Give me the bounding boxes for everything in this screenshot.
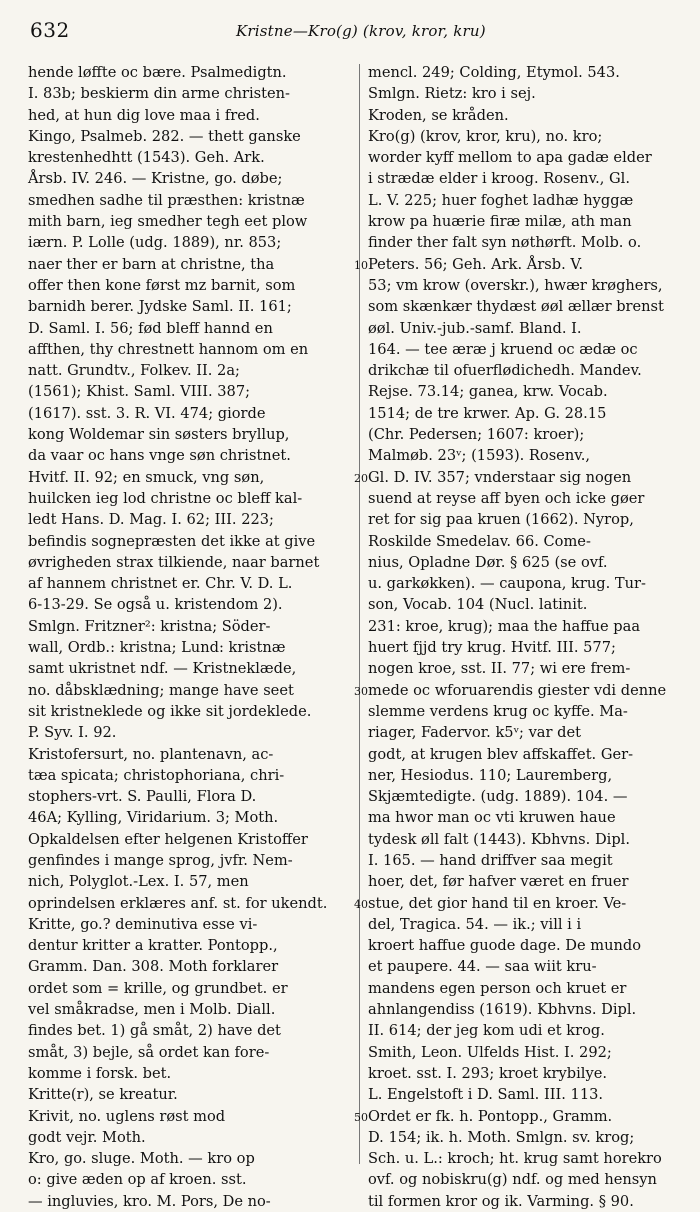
text-line: Roskilde Smedelav. 66. Come- [368, 532, 591, 550]
text-line: ner, Hesiodus. 110; Lauremberg, [368, 766, 613, 784]
text-line: 46A; Kylling, Viridarium. 3; Moth. [28, 809, 279, 827]
text-line: II. 614; der jeg kom udi et krog. [368, 1022, 605, 1040]
text-line: Kristofersurt, no. plantenavn, ac- [28, 745, 274, 763]
text-line: øvrigheden strax tilkiende, naar barnet [28, 553, 320, 571]
text-line: hed, at hun dig love maa i fred. [28, 106, 260, 124]
text-line: som skænkær thydæst øøl ællær brenst [368, 298, 664, 316]
text-line: — ingluvies, kro. M. Pors, De no- [28, 1192, 271, 1210]
text-line: slemme verdens krug oc kyffe. Ma- [368, 702, 628, 720]
text-line: Gramm. Dan. 308. Moth forklarer [28, 958, 279, 976]
text-line: D. 154; ik. h. Moth. Smlgn. sv. krog; [368, 1128, 635, 1146]
text-line: Krivit, no. uglens røst mod [28, 1107, 226, 1125]
text-line: Smlgn. Fritzner²: kristna; Söder- [28, 617, 271, 635]
running-head: Kristne—Kro(g) (krov, kror, kru) [236, 22, 486, 40]
text-line: 1514; de tre krwer. Ap. G. 28.15 [368, 404, 607, 422]
text-line: kong Woldemar sin søsters bryllup, [28, 426, 290, 444]
text-line: Sch. u. L.: kroch; ht. krug samt horekro [368, 1150, 662, 1168]
text-line: til formen kror og ik. Varming. § 90. [368, 1192, 634, 1210]
text-line: oprindelsen erklæres anf. st. for ukendt. [28, 894, 328, 912]
text-line: befindis sognepræsten det ikke at give [28, 532, 316, 550]
text-line: iærn. P. Lolle (udg. 1889), nr. 853; [28, 234, 282, 252]
text-line: mith barn, ieg smedher tegh eet plow [28, 213, 308, 231]
text-line: findes bet. 1) gå småt, 2) have det [28, 1022, 281, 1040]
text-line: godt vejr. Moth. [28, 1128, 146, 1146]
text-line: affthen, thy chrestnett hannom om en [28, 340, 309, 358]
column-divider [359, 64, 360, 1164]
text-line: mencl. 249; Colding, Etymol. 543. [368, 64, 620, 81]
text-line: Ordet er fk. h. Pontopp., Gramm. [368, 1107, 613, 1125]
text-line: mandens egen person och kruet er [368, 979, 627, 997]
text-line: komme i forsk. bet. [28, 1064, 172, 1082]
text-line: samt ukristnet ndf. — Kristneklæde, [28, 660, 297, 678]
text-line: Kroden, se kråden. [368, 106, 509, 124]
text-line: son, Vocab. 104 (Nucl. latinit. [368, 596, 588, 614]
text-line: vel småkradse, men i Molb. Diall. [28, 1001, 276, 1019]
text-line: stue, det gior hand til en kroer. Ve- [368, 894, 627, 912]
text-line: I. 83b; beskierm din arme christen- [28, 85, 290, 103]
text-line: L. Engelstoft i D. Saml. III. 113. [368, 1086, 604, 1104]
text-line: krestenhedhtt (1543). Geh. Ark. [28, 149, 265, 167]
page-number: 632 [30, 18, 70, 42]
text-line: Smlgn. Rietz: kro i sej. [368, 85, 536, 103]
text-line: huert fjjd try krug. Hvitf. III. 577; [368, 639, 616, 657]
text-line: del, Tragica. 54. — ik.; vill i i [368, 915, 582, 933]
text-line: godt, at krugen blev affskaffet. Ger- [368, 745, 634, 763]
text-line: o: give æden op af kroen. sst. [28, 1171, 247, 1189]
text-line: smedhen sadhe til præsthen: kristnæ [28, 191, 305, 209]
text-line: Kro, go. sluge. Moth. — kro op [28, 1150, 255, 1168]
line-number: 20 [354, 471, 368, 485]
text-line: øøl. Univ.-jub.-samf. Bland. I. [368, 319, 582, 337]
text-line: nius, Opladne Dør. § 625 (se ovf. [368, 553, 608, 571]
text-line: P. Syv. I. 92. [28, 724, 117, 742]
text-line: (1561); Khist. Saml. VIII. 387; [28, 383, 251, 401]
text-line: 231: kroe, krug); maa the haffue paa [368, 617, 641, 635]
text-line: Peters. 56; Geh. Ark. Årsb. V. [368, 255, 584, 273]
text-line: u. garkøkken). — caupona, krug. Tur- [368, 575, 646, 593]
text-line: tydesk øll falt (1443). Kbhvns. Dipl. [368, 830, 630, 848]
line-number: 50 [354, 1110, 368, 1124]
left-column [28, 62, 353, 1210]
text-line: genfindes i mange sprog, jvfr. Nem- [28, 851, 293, 869]
text-line: af hannem christnet er. Chr. V. D. L. [28, 575, 293, 593]
text-line: 164. — tee æræ j kruend oc ædæ oc [368, 340, 638, 358]
text-line: sit kristneklede og ikke sit jordeklede. [28, 702, 312, 720]
text-line: huilcken ieg lod christne oc bleff kal- [28, 489, 303, 507]
text-line: Hvitf. II. 92; en smuck, vng søn, [28, 468, 265, 486]
text-line: da vaar oc hans vnge søn christnet. [28, 447, 291, 465]
text-line: Smith, Leon. Ulfelds Hist. I. 292; [368, 1043, 612, 1061]
text-line: dentur kritter a kratter. Pontopp., [28, 937, 278, 955]
text-line: ovf. og nobiskru(g) ndf. og med hensyn [368, 1171, 657, 1189]
text-line: nich, Polyglot.-Lex. I. 57, men [28, 873, 249, 891]
text-line: stophers-vrt. S. Paulli, Flora D. [28, 788, 257, 806]
text-line: krow pa huærie firæ milæ, ath man [368, 213, 632, 231]
text-line: natt. Grundtv., Folkev. II. 2a; [28, 362, 240, 380]
text-line: barnidh berer. Jydske Saml. II. 161; [28, 298, 292, 316]
text-line: Opkaldelsen efter helgenen Kristoffer [28, 830, 308, 848]
text-line: ma hwor man oc vti kruwen haue [368, 809, 616, 827]
text-line: naer ther er barn at christne, tha [28, 255, 275, 273]
text-line: offer then kone først mz barnit, som [28, 276, 296, 294]
text-line: ledt Hans. D. Mag. I. 62; III. 223; [28, 511, 274, 529]
text-line: tæa spicata; christophoriana, chri- [28, 766, 285, 784]
text-line: D. Saml. I. 56; fød bleff hannd en [28, 319, 273, 337]
text-line: L. V. 225; huer foghet ladhæ hyggæ [368, 191, 634, 209]
text-line: wall, Ordb.: kristna; Lund: kristnæ [28, 639, 286, 657]
page-header [0, 14, 700, 44]
text-line: ahnlangendiss (1619). Kbhvns. Dipl. [368, 1001, 637, 1019]
text-line: finder ther falt syn nøthørft. Molb. o. [368, 234, 642, 252]
text-line: worder kyff mellom to apa gadæ elder [368, 149, 652, 167]
text-line: riager, Fadervor. k5ᵛ; var det [368, 724, 581, 742]
text-line: kroet. sst. I. 293; kroet krybilye. [368, 1064, 607, 1082]
text-line: 6-13-29. Se også u. kristendom 2). [28, 596, 283, 614]
text-line: Gl. D. IV. 357; vnderstaar sig nogen [368, 468, 632, 486]
text-line: et paupere. 44. — saa wiit kru- [368, 958, 597, 976]
text-line: (1617). sst. 3. R. VI. 474; giorde [28, 404, 266, 422]
text-line: Kingo, Psalmeb. 282. — thett ganske [28, 127, 301, 145]
text-line: hende løffte oc bære. Psalmedigtn. [28, 64, 287, 81]
text-line: ret for sig paa kruen (1662). Nyrop, [368, 511, 634, 529]
line-number: 30 [354, 684, 368, 698]
text-line: Rejse. 73.14; ganea, krw. Vocab. [368, 383, 608, 401]
text-line: (Chr. Pedersen; 1607: kroer); [368, 426, 585, 444]
right-column [368, 62, 688, 1210]
line-number: 40 [354, 897, 368, 911]
text-line: I. 165. — hand driffver saa megit [368, 851, 613, 869]
text-line: hoer, det, før hafver været en fruer [368, 873, 629, 891]
text-line: mede oc wforuarendis giester vdi denne [368, 681, 667, 699]
line-number: 10 [354, 258, 368, 272]
text-line: suend at reyse aff byen och icke gøer [368, 489, 645, 507]
text-line: Kritte(r), se kreatur. [28, 1086, 178, 1104]
text-line: småt, 3) bejle, så ordet kan fore- [28, 1043, 270, 1061]
text-line: Kro(g) (krov, kror, kru), no. kro; [368, 127, 603, 145]
text-line: i strædæ elder i kroog. Rosenv., Gl. [368, 170, 630, 188]
text-line: Årsb. IV. 246. — Kristne, go. døbe; [28, 170, 283, 188]
text-line: nogen kroe, sst. II. 77; wi ere frem- [368, 660, 631, 678]
text-line: ordet som = krille, og grundbet. er [28, 979, 288, 997]
text-line: kroert haffue guode dage. De mundo [368, 937, 642, 955]
text-line: drikchæ til ofuerflødichedh. Mandev. [368, 362, 642, 380]
text-line: Malmøb. 23ᵛ; (1593). Rosenv., [368, 447, 591, 465]
text-line: Skjæmtedigte. (udg. 1889). 104. — [368, 788, 628, 806]
text-line: 53; vm krow (overskr.), hwær krøghers, [368, 276, 663, 294]
text-line: Kritte, go.? deminutiva esse vi- [28, 915, 258, 933]
text-line: no. dåbsklædning; mange have seet [28, 681, 294, 699]
